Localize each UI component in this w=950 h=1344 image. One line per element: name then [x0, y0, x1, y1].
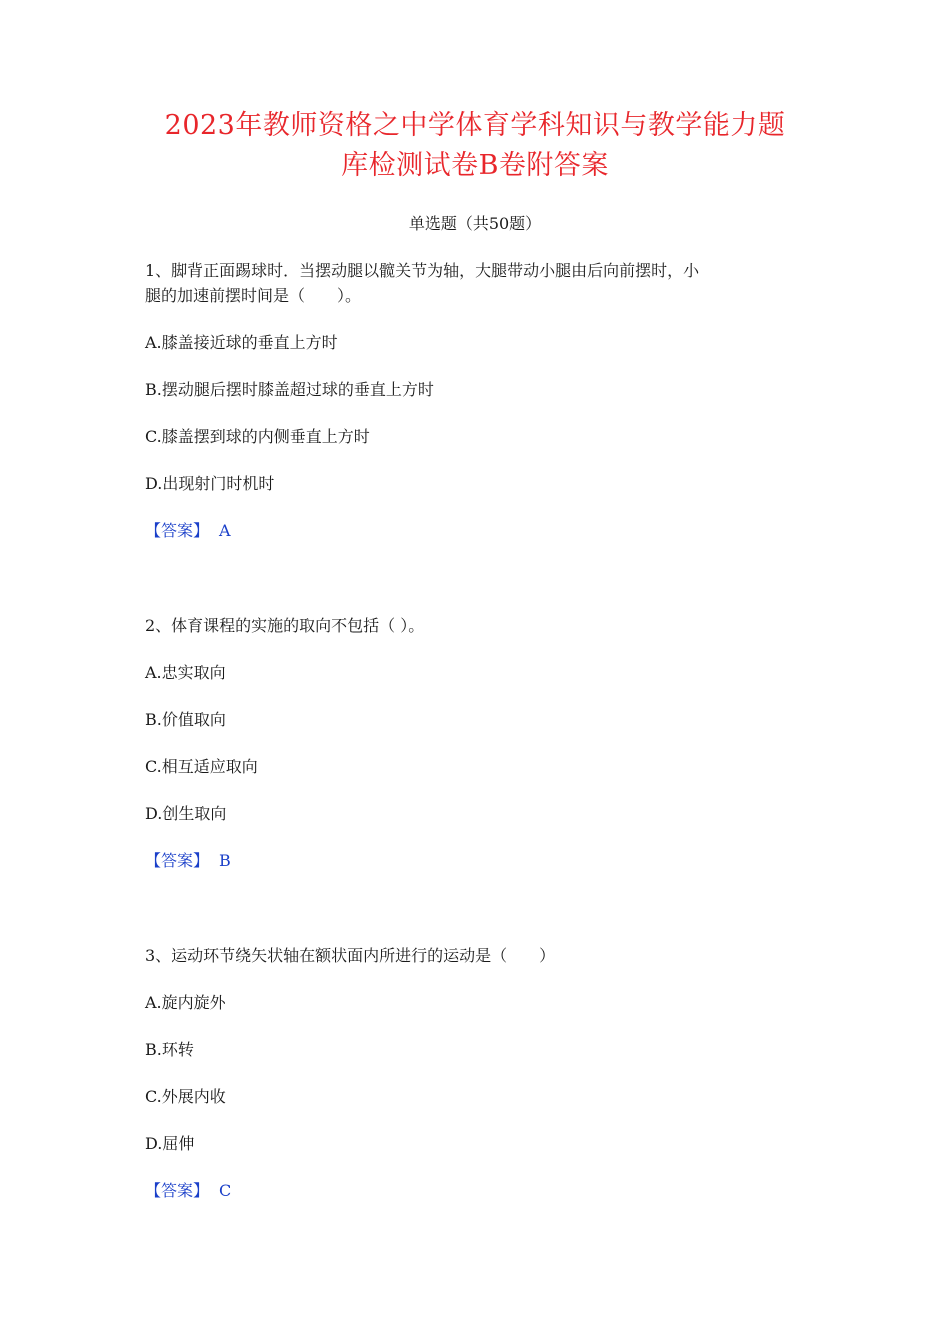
question-3-answer: [145, 1178, 825, 1204]
document-title-line-2: 库检测试卷B卷附答案: [341, 150, 609, 181]
question-3-option-d: D.屈伸: [145, 1134, 195, 1153]
question-1-option-a: A.膝盖接近球的垂直上方时: [145, 333, 338, 352]
question-1-option-b: B.摆动腿后摆时膝盖超过球的垂直上方时: [145, 380, 434, 399]
question-3-option-a: A.旋内旋外: [145, 993, 226, 1012]
question-2-option-b: B.价值取向: [145, 710, 226, 729]
question-1-option-c: C.膝盖摆到球的内侧垂直上方时: [145, 427, 370, 446]
question-2-option-a: A.忠实取向: [145, 663, 226, 682]
answer-value: C: [219, 1181, 232, 1200]
answer-value: B: [219, 851, 231, 870]
question-3-option-b: B.环转: [145, 1040, 194, 1059]
question-1-option-d: D.出现射门时机时: [145, 474, 275, 493]
answer-label: 【答案】: [145, 1181, 210, 1200]
question-2-answer: [145, 848, 825, 874]
answer-value: A: [219, 521, 231, 540]
question-3-stem: 3、运动环节绕矢状轴在额状面内所进行的运动是（ ）: [145, 946, 556, 965]
answer-label: 【答案】: [145, 521, 210, 540]
question-1-answer: [145, 518, 825, 544]
document-title-line-1: 2023年教师资格之中学体育学科知识与教学能力题: [164, 110, 786, 141]
section-heading: 单选题（共50题）: [408, 214, 542, 233]
document-title: [100, 106, 850, 186]
question-3-option-c: C.外展内收: [145, 1087, 226, 1106]
question-2-stem: 2、体育课程的实施的取向不包括（ ）。: [145, 616, 425, 635]
question-1-stem-line-1: 1、脚背正面踢球时．当摆动腿以髋关节为轴，大腿带动小腿由后向前摆时，小: [145, 261, 700, 280]
question-2-option-c: C.相互适应取向: [145, 757, 258, 776]
answer-label: 【答案】: [145, 851, 210, 870]
question-2-option-d: D.创生取向: [145, 804, 227, 823]
question-1-stem-line-2: 腿的加速前摆时间是（ ）。: [145, 286, 362, 305]
